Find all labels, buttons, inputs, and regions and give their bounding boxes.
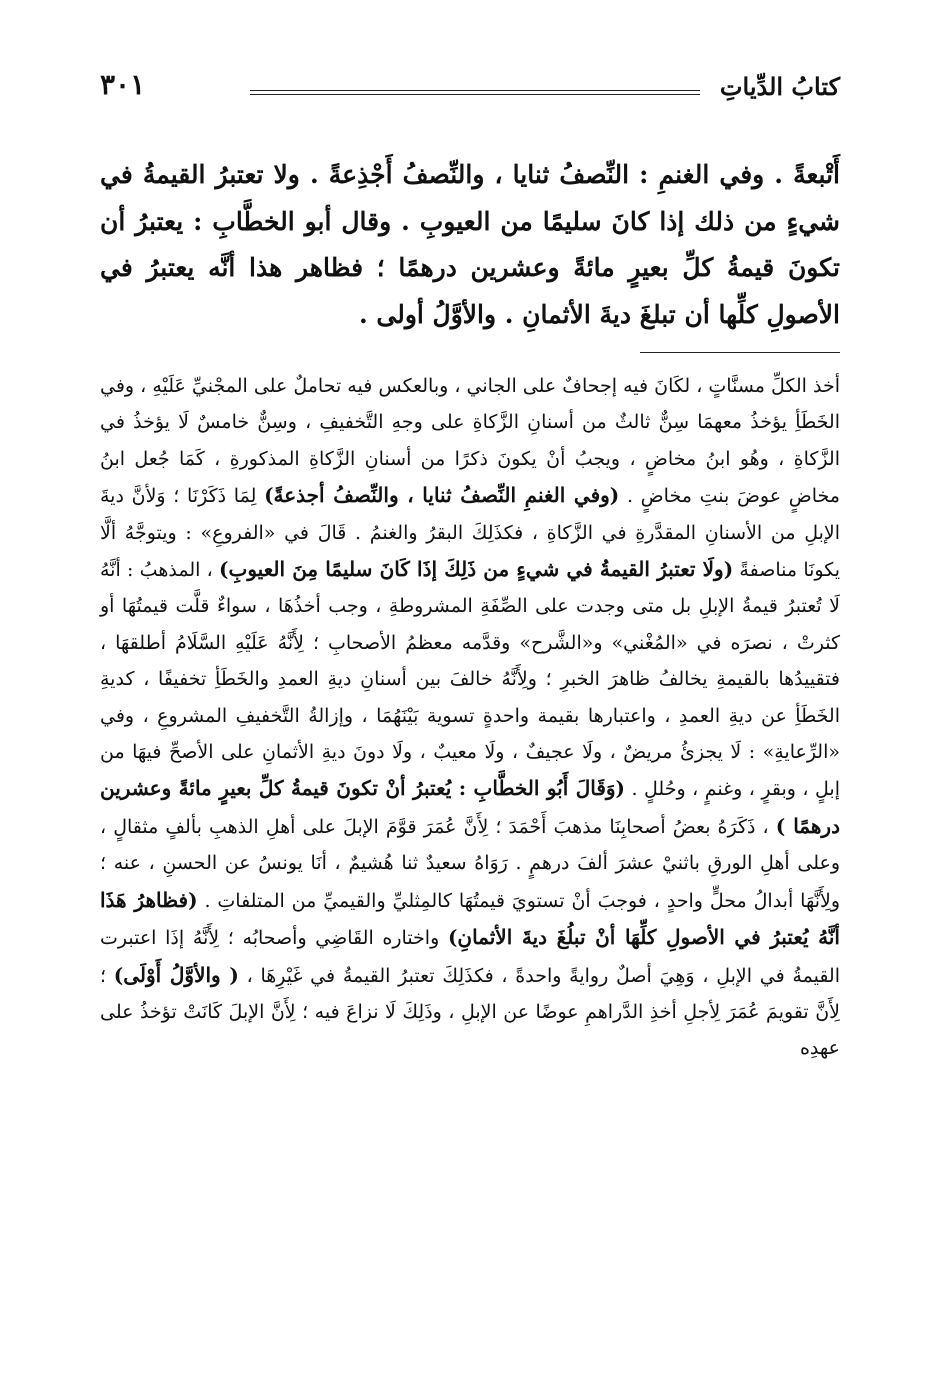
page-number: ٣٠١	[100, 68, 146, 101]
commentary-segment: ، ذَكَرَهُ بعضُ أصحابِنَا مذهبَ أَحْمَدَ ؛ لِأَنَّ عُمَرَ قوَّمَ الإبلَ على أهلِ الذهبِ بألفٍ مثقالٍ ، وعلى أهلِ الورقِ باثنيْ عشرَ ألفَ درهمٍ . رَوَاهُ سعيدٌ ثنا هُشيمٌ ، أنَا يونسُ عن الحسنِ ، عنه ؛ ولِأَنَّهَا أبدالُ محلٍّ واحدٍ ، فوجبَ أنْ تستويَ قيمتُهَا كالمِثليِّ والقيميِّ من المتلفاتِ .	[100, 815, 840, 912]
commentary-segment: ؛ لِأَنَّ تقويمَ عُمَرَ لِأجلِ أخذِ الدَّراهمِ عوضًا عن الإبلِ ، وذَلِكَ لَا نزاعَ فيه ؛ لِأَنَّ الإبلَ كَانَتْ تؤخذُ على عهدِه	[100, 964, 840, 1060]
commentary-segment: لِمَا ذَكَرْنَا ؛ وَلأنَّ ديةَ الإبلِ من الأسنانِ المقدَّرةِ في الزَّكاةِ ، فكذَلِكَ البقرُ والغنمُ . قَالَ في «الفروعِ» : ويتوجَّهُ ألَّا يكونَا مناصفةً	[100, 485, 840, 582]
commentary-text	[100, 368, 840, 1067]
commentary-segment: واختاره القَاضِي وأصحابُه ؛ لِأَنَّهُ إذَا اعتبرت القيمةُ في الإبلِ ، وَهِيَ أصلٌ روايةً واحدةً ، فكذَلِكَ تعتبرُ القيمةُ في غَيْرِهَا ،	[100, 927, 840, 987]
commentary-segment: ، المذهبُ : أنَّهُ لَا تُعتبرُ قيمةُ الإبلِ بل متى وجدت على الصِّفَةِ المشروطةِ ، وجب أخذُهَا ، سواءٌ قلَّت قيمتُهَا أو كثرتْ ، نصرَه في «المُغْني» و«الشَّرح» وقدَّمه معظمُ الأصحابِ ؛ لِأَنَّهُ عَلَيْهِ السَّلَامُ أطلقهَا ، فتقييدُها بالقيمةِ يخالفُ ظاهرَ الخبرِ ؛ ولِأَنَّهُ خالفَ بين أسنانِ ديةِ العمدِ والخَطَأِ تخفيفًا ، كديةِ الخَطَأِ عن ديةِ العمدِ ، واعتبارها بقيمة واحدةٍ تسوية بَيْنَهُمَا ، وإزالةُ التَّخفيفِ المشروعِ ، وفي «الرِّعايةِ» : لَا يجزئُ مريضٌ ، ولَا عجيفٌ ، ولَا معيبٌ ، ولَا دونَ ديةِ الأثمانِ على الأصحِّ فيهَا من إبلٍ ، وبقرٍ ، وغنمٍ ، وحُللٍ .	[100, 559, 841, 801]
commentary-segment: أخذ الكلِّ مسنَّاتٍ ، لكَانَ فيه إجحافٌ على الجاني ، وبالعكس فيه تحاملٌ على المجْنيِّ عَلَيْهِ ، وفي الخَطَأِ يؤخذُ معهمَا سِنٌّ ثالثٌ من أسنانِ الزَّكاةِ على وجهِ التَّخفيفِ ، وسِنٌّ خامسٌ لَا يؤخذُ في الزَّكاةِ ، وهُو ابنُ مخاضٍ ، ويجبُ أنْ يكونَ ذكرًا من أسنانِ الزَّكاةِ المذكورةِ ، كَمَا جُعل ابنُ مخاضٍ عوضَ بنتِ مخاضٍ .	[100, 375, 840, 508]
page-header	[100, 60, 840, 110]
commentary-quote: (وفي الغنمِ النِّصفُ ثنايا ، والنِّصفُ أجذعةً)	[264, 483, 620, 508]
footnote-separator	[640, 352, 840, 353]
main-text: أَتْبعةً . وفي الغنمِ : النِّصفُ ثنايا ، والنِّصفُ أَجْذِعةً . ولا تعتبرُ القيمةُ في شيءٍ من ذلك إذا كانَ سليمًا من العيوبِ . وقال أبو الخطَّابِ : يعتبرُ أن تكونَ قيمةُ كلِّ بعيرٍ مائةً وعشرين درهمًا ؛ فظاهر هذا أنَّه يعتبرُ في الأصولِ كلِّها أن تبلغَ ديةَ الأثمانِ . والأوَّلُ أولى .	[100, 160, 841, 329]
commentary-quote: (فظاهرُ هَذَا أنَّهُ يُعتبرُ في الأصولِ كلِّهَا أنْ تبلُغَ ديةَ الأثمانِ)	[100, 887, 840, 950]
commentary-quote: ( والأوَّلُ أَوْلَى)	[113, 962, 239, 987]
running-title: كتابُ الدِّياتِ	[719, 72, 840, 101]
commentary-quote: (وَقَالَ أَبُو الخطَّابِ : يُعتبرُ أنْ تكونَ قيمةُ كلِّ بعيرٍ مائةً وعشرين درهمًا )	[100, 776, 840, 838]
commentary-quote: (ولَا تعتبرُ القيمةُ في شيءٍ من ذَلِكَ إذَا كَانَ سليمًا مِنَ العيوبِ)	[219, 557, 734, 582]
header-rule	[250, 90, 700, 95]
